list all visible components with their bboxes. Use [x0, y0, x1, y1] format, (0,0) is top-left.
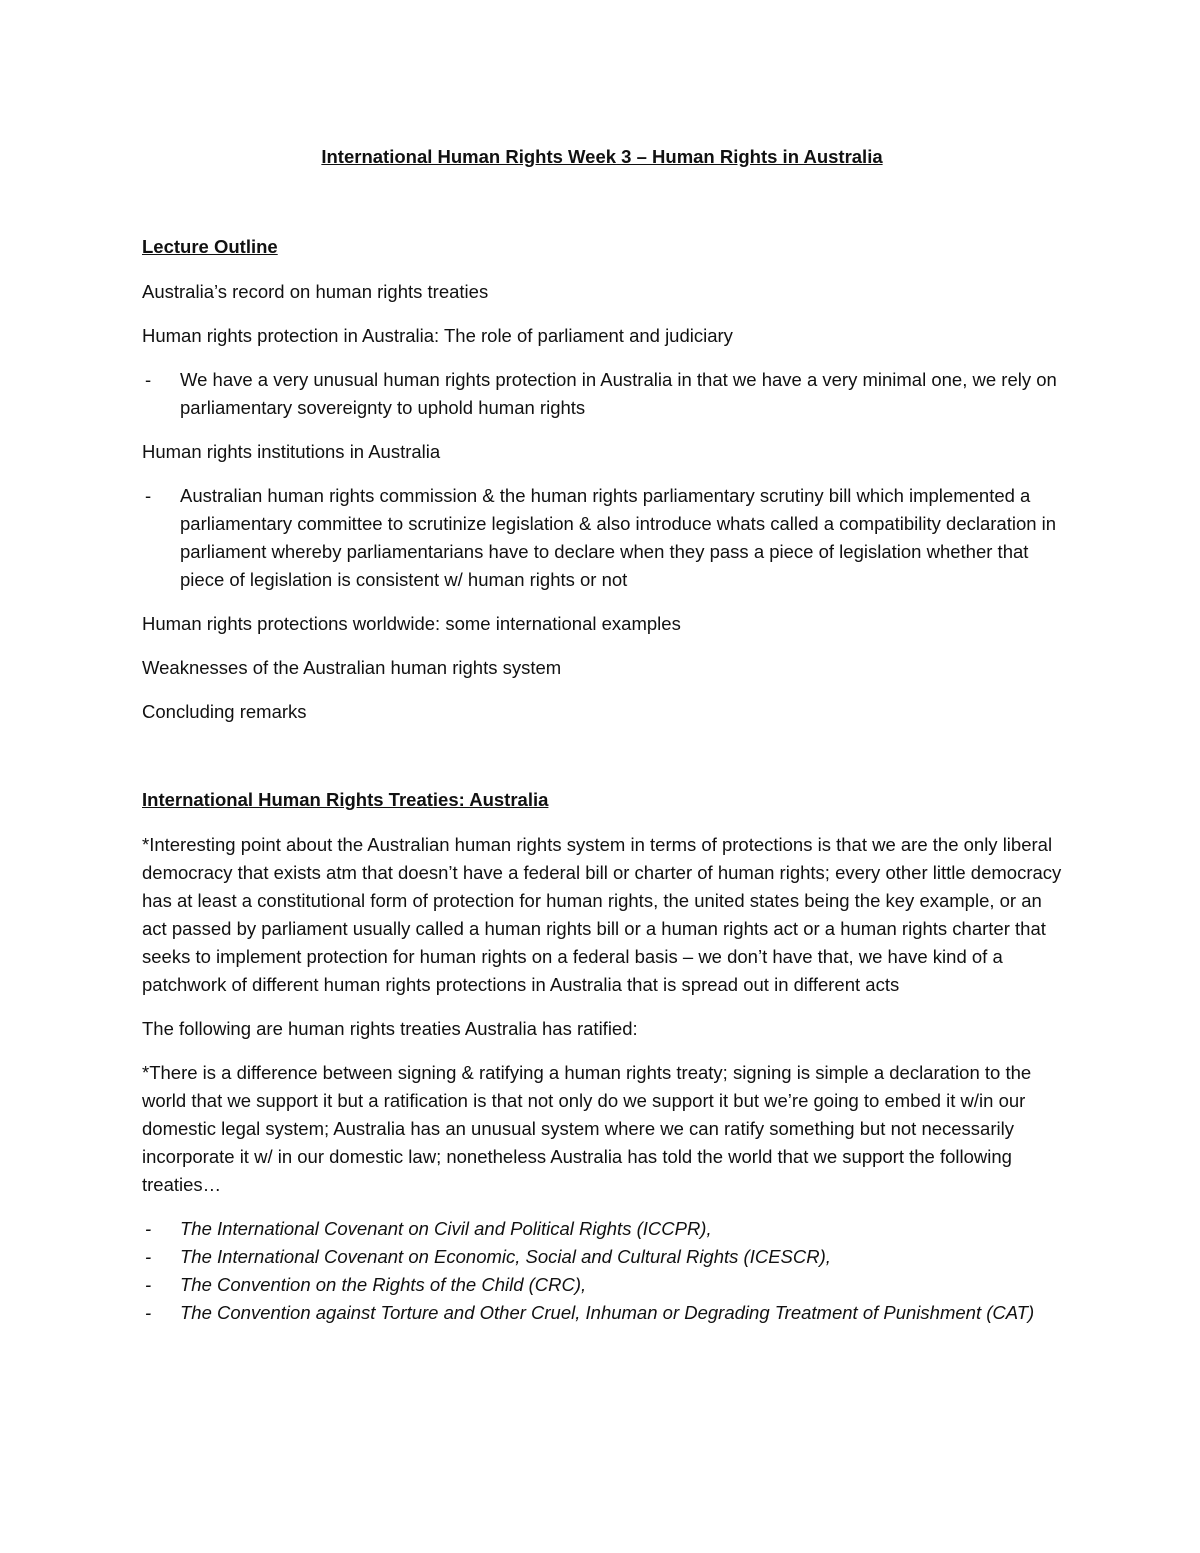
list-item: [142, 1299, 1062, 1327]
outline-bullet-list: [142, 366, 1062, 422]
treaty-name: The International Covenant on Civil and Political Rights (ICCPR),: [180, 1218, 712, 1239]
paragraph: *Interesting point about the Australian human rights system in terms of protections is that we are the only liberal democracy that exists atm that doesn’t have a federal bill or charter of human rights; every other little democracy has at least a constitutional form of protection for human rights, the united states being the key example, or an act passed by parliament usually called a human rights bill or a human rights act or a human rights charter that seeks to implement protection for human rights on a federal basis – we don’t have that, we have kind of a patchwork of different human rights protections in Australia that is spread out in different acts: [142, 834, 1062, 995]
bullet-dash: -: [145, 369, 152, 390]
list-item: [142, 1243, 1062, 1271]
paragraph: *There is a difference between signing & ratifying a human rights treaty; signing is simple a declaration to the world that we support it but a ratification is that not only do we support it but we’re going to embed it w/in our domestic legal system; Australia has an unusual system where we can ratify something but not necessarily incorporate it w/ in our domestic law; nonetheless Australia has told the world that we support the following treaties…: [142, 1062, 1032, 1195]
bullet-text: Australian human rights commission & the human rights parliamentary scrutiny bill which implemented a parliamentary committee to scrutinize legislation & also introduce whats called a compatibility declaration in parliament whereby parliamentarians have to declare when they pass a piece of legislation whether that piece of legislation is consistent w/ human rights or not: [180, 485, 1057, 590]
outline-item: Australia’s record on human rights treaties: [142, 281, 489, 302]
bullet-dash: -: [145, 1218, 152, 1239]
list-item: [142, 1271, 1062, 1299]
list-item: [142, 1215, 1062, 1243]
treaty-name: The Convention on the Rights of the Child (CRC),: [180, 1274, 587, 1295]
outline-item: Human rights protections worldwide: some international examples: [142, 613, 681, 634]
document-title: International Human Rights Week 3 – Human Rights in Australia: [321, 146, 883, 167]
treaties-heading: International Human Rights Treaties: Australia: [142, 789, 549, 810]
treaty-name: The Convention against Torture and Other Cruel, Inhuman or Degrading Treatment of Punishment (CAT): [180, 1302, 1035, 1323]
bullet-text: We have a very unusual human rights protection in Australia in that we have a very minimal one, we rely on parliamentary sovereignty to uphold human rights: [180, 369, 1057, 418]
bullet-dash: -: [145, 1274, 152, 1295]
bullet-dash: -: [145, 485, 152, 506]
outline-item: Weaknesses of the Australian human rights system: [142, 657, 562, 678]
list-item: [142, 366, 1062, 422]
outline-item: Concluding remarks: [142, 701, 307, 722]
outline-item: Human rights protection in Australia: The role of parliament and judiciary: [142, 325, 733, 346]
outline-bullet-list: [142, 482, 1062, 594]
lecture-outline-heading: Lecture Outline: [142, 236, 278, 257]
outline-item: Human rights institutions in Australia: [142, 441, 441, 462]
treaty-name: The International Covenant on Economic, Social and Cultural Rights (ICESCR),: [180, 1246, 831, 1267]
bullet-dash: -: [145, 1302, 152, 1323]
list-item: [142, 482, 1062, 594]
bullet-dash: -: [145, 1246, 152, 1267]
paragraph: The following are human rights treaties Australia has ratified:: [142, 1018, 638, 1039]
treaties-list: [142, 1215, 1062, 1327]
document-body: [142, 143, 1062, 1327]
